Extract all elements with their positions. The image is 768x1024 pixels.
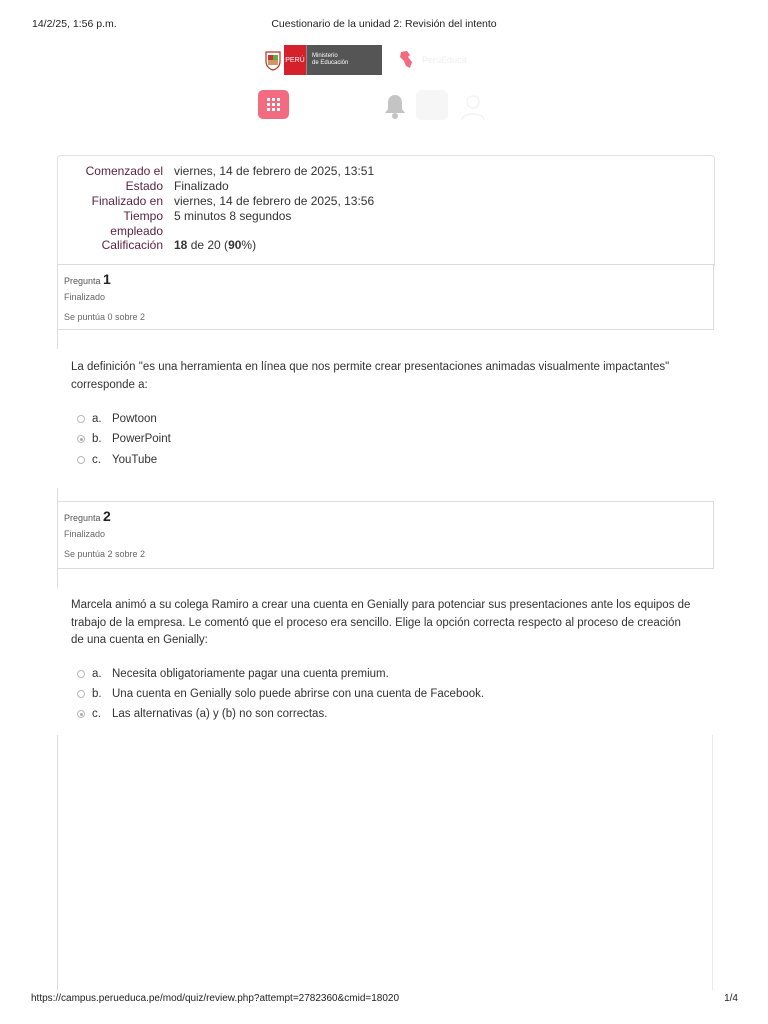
- answer-text: Una cuenta en Genially solo puede abrirse con una cuenta de Facebook.: [112, 688, 485, 700]
- peru-map-icon: [398, 50, 414, 70]
- question-grade: Se puntúa 0 sobre 2: [64, 312, 146, 322]
- answer-letter: c.: [92, 454, 101, 466]
- answer-letter: a.: [92, 668, 102, 680]
- answer-text: YouTube: [112, 454, 158, 466]
- grade-score: 18: [174, 238, 188, 252]
- question-state: Finalizado: [64, 529, 106, 539]
- print-header: [0, 18, 768, 34]
- answer-text: Necesita obligatoriamente pagar una cuenta premium.: [112, 668, 389, 680]
- question-state: Finalizado: [64, 292, 106, 302]
- answer-text: Las alternativas (a) y (b) no son correctas.: [112, 708, 328, 720]
- print-datetime: 14/2/25, 1:56 p.m.: [32, 18, 117, 30]
- logo-ministerio-line1: Ministerio: [312, 53, 338, 59]
- attempt-summary: [57, 155, 715, 266]
- logo-peru-text: PERÚ: [284, 45, 306, 75]
- question-title: [64, 508, 111, 524]
- brand-text: PerúEduca: [422, 55, 467, 65]
- user-avatar-icon[interactable]: [458, 92, 488, 122]
- print-url: https://campus.perueduca.pe/mod/quiz/review.php?attempt=2782360&cmid=18020: [31, 993, 400, 1004]
- divider: [57, 329, 58, 349]
- summary-label: [58, 209, 163, 239]
- question-1-info: [57, 264, 714, 330]
- grade-percent: 90: [228, 238, 242, 252]
- answer-letter: c.: [92, 708, 101, 720]
- summary-value: Finalizado: [174, 179, 229, 193]
- answer-letter: a.: [92, 413, 102, 425]
- summary-value: 5 minutos 8 segundos: [174, 209, 292, 223]
- question-title: [64, 271, 111, 287]
- radio-button[interactable]: [77, 670, 85, 678]
- messages-button[interactable]: [416, 90, 448, 120]
- summary-label: Finalizado en: [91, 194, 163, 208]
- grade-percent-suffix: %): [241, 238, 257, 252]
- radio-button-selected[interactable]: [77, 435, 85, 443]
- question-2-text: Marcela animó a su colega Ramiro a crear una cuenta en Genially para potenciar sus presentaciones ante los equipos de trabajo de la empresa. Le comentó que el proceso era sencillo. Elige la opción correcta respecto al proceso de creación de una cuenta en Genially:: [71, 599, 691, 646]
- radio-button[interactable]: [77, 415, 85, 423]
- answer-option[interactable]: [77, 666, 389, 682]
- answer-text: Powtoon: [112, 413, 157, 425]
- question-grade: Se puntúa 2 sobre 2: [64, 549, 146, 559]
- answer-option[interactable]: [77, 452, 157, 468]
- logo-ministerio-text: [306, 45, 382, 75]
- question-number: 2: [103, 508, 111, 524]
- print-page-number: 1/4: [724, 993, 738, 1004]
- divider: [57, 568, 58, 588]
- radio-button[interactable]: [77, 690, 85, 698]
- question-2-info: [57, 501, 714, 569]
- divider: [57, 488, 58, 502]
- content-border-left: [57, 735, 58, 990]
- summary-value: viernes, 14 de febrero de 2025, 13:51: [174, 164, 375, 178]
- question-prefix: Pregunta: [64, 513, 101, 523]
- answer-letter: b.: [92, 433, 102, 445]
- answer-option[interactable]: [77, 411, 157, 427]
- summary-label-line2: empleado: [110, 224, 163, 238]
- radio-button-selected[interactable]: [77, 710, 85, 718]
- answer-option[interactable]: [77, 706, 327, 722]
- coat-of-arms-icon: [262, 45, 284, 75]
- answer-letter: b.: [92, 688, 102, 700]
- logo-ministerio-line2: de Educación: [312, 60, 349, 66]
- minedu-logo[interactable]: [262, 45, 382, 75]
- answer-text: PowerPoint: [112, 433, 171, 445]
- print-doc-title: Cuestionario de la unidad 2: Revisión del intento: [271, 18, 497, 30]
- summary-label: Comenzado el: [85, 164, 163, 178]
- grade-total: de 20 (: [187, 238, 229, 252]
- content-border-right: [712, 735, 713, 990]
- question-1-text: La definición "es una herramienta en línea que nos permite crear presentaciones animadas visualmente impactantes" corresponde a:: [71, 361, 670, 391]
- radio-button[interactable]: [77, 456, 85, 464]
- answer-option[interactable]: [77, 431, 171, 447]
- notifications-bell-icon[interactable]: [382, 92, 408, 120]
- question-number: 1: [103, 271, 111, 287]
- summary-grade-value: [174, 238, 256, 253]
- summary-label: Estado: [125, 179, 163, 193]
- apps-menu-button[interactable]: [258, 90, 289, 119]
- top-nav: [0, 90, 768, 120]
- summary-label-line1: Tiempo: [123, 209, 163, 223]
- summary-label: Calificación: [101, 238, 163, 252]
- question-prefix: Pregunta: [64, 276, 101, 286]
- summary-value: viernes, 14 de febrero de 2025, 13:56: [174, 194, 375, 208]
- answer-option[interactable]: [77, 686, 484, 702]
